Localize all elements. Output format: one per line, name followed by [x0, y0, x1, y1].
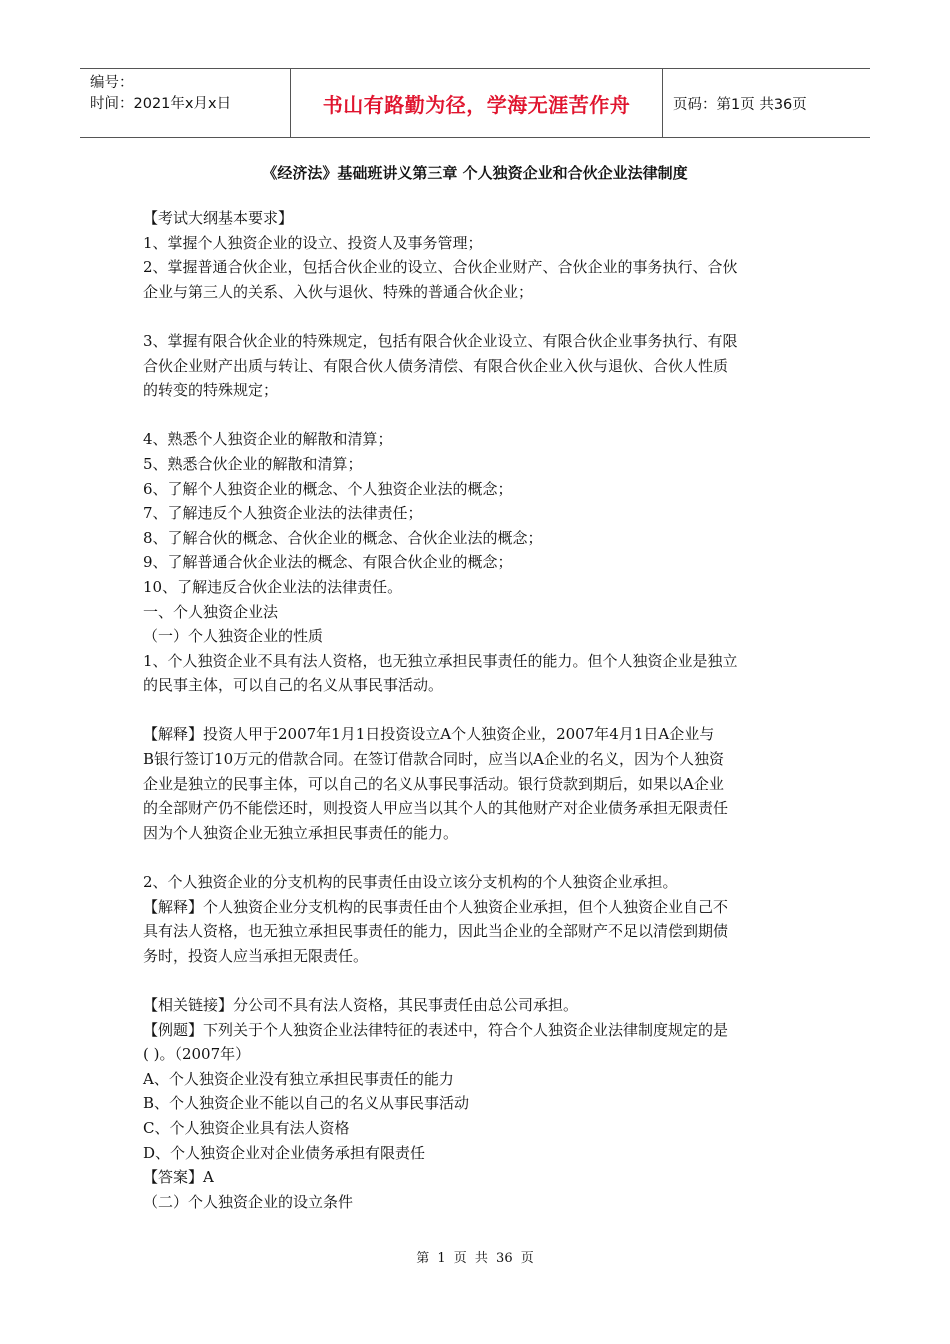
- document-body: [143, 206, 808, 1214]
- body-line: 10、了解违反合伙企业法的法律责任。: [143, 577, 403, 596]
- body-line: A、个人独资企业没有独立承担民事责任的能力: [143, 1069, 454, 1088]
- motto-text: 书山有路勤为径，学海无涯苦作舟: [322, 92, 631, 117]
- body-line: 具有法人资格，也无独立承担民事责任的能力，因此当企业的全部财产不足以清偿到期债: [143, 922, 729, 941]
- body-line: B、个人独资企业不能以自己的名义从事民事活动: [143, 1094, 470, 1113]
- body-line: 一、个人独资企业法: [143, 602, 279, 621]
- blank-line: [143, 845, 808, 870]
- page-info-text: 页码：第1页 共36页: [673, 96, 807, 113]
- body-line: 【解释】个人独资企业分支机构的民事责任由个人独资企业承担，但个人独资企业自己不: [143, 897, 729, 916]
- body-line: 1、掌握个人独资企业的设立、投资人及事务管理；: [143, 233, 483, 252]
- body-line: 的转变的特殊规定；: [143, 381, 279, 400]
- body-line: 1、个人独资企业不具有法人资格，也无独立承担民事责任的能力。但个人独资企业是独立: [143, 651, 738, 670]
- body-line: （一）个人独资企业的性质: [143, 627, 324, 646]
- page-footer: 第 1 页 共 36 页: [416, 1251, 534, 1266]
- page-header: [80, 68, 870, 138]
- body-line: 2、掌握普通合伙企业，包括合伙企业的设立、合伙企业财产、合伙企业的事务执行、合伙: [143, 258, 738, 277]
- body-line: 【解释】投资人甲于2007年1月1日投资设立A个人独资企业，2007年4月1日A企业与: [143, 725, 715, 744]
- header-meta: [80, 69, 290, 137]
- body-line: 3、掌握有限合伙企业的特殊规定，包括有限合伙企业设立、有限合伙企业事务执行、有限: [143, 331, 738, 350]
- body-line: 务时，投资人应当承担无限责任。: [143, 946, 369, 965]
- body-line: ( )。（2007年）: [143, 1045, 251, 1064]
- body-line: 企业是独立的民事主体，可以自己的名义从事民事活动。银行贷款到期后，如果以A企业: [143, 774, 724, 793]
- body-line: 的民事主体，可以自己的名义从事民事活动。: [143, 676, 444, 695]
- body-line: 9、了解普通合伙企业法的概念、有限合伙企业的概念；: [143, 553, 513, 572]
- body-line: 合伙企业财产出质与转让、有限合伙人债务清偿、有限合伙企业入伙与退伙、合伙人性质: [143, 356, 729, 375]
- body-line: 【答案】A: [143, 1168, 214, 1187]
- header-page-info: [663, 69, 870, 137]
- header-motto-cell: [290, 69, 663, 137]
- body-line: 8、了解合伙的概念、合伙企业的概念、合伙企业法的概念；: [143, 528, 543, 547]
- blank-line: [143, 968, 808, 993]
- time-label: 时间：2021年x月x日: [90, 96, 232, 112]
- body-line: C、个人独资企业具有法人资格: [143, 1118, 350, 1137]
- body-line: 因为个人独资企业无独立承担民事责任的能力。: [143, 823, 459, 842]
- body-line: D、个人独资企业对企业债务承担有限责任: [143, 1143, 426, 1162]
- body-line: 的全部财产仍不能偿还时，则投资人甲应当以其个人的其他财产对企业债务承担无限责任: [143, 799, 729, 818]
- body-line: 【相关链接】分公司不具有法人资格，其民事责任由总公司承担。: [143, 996, 579, 1014]
- body-line: 4、熟悉个人独资企业的解散和清算；: [143, 430, 393, 449]
- body-line: 企业与第三人的关系、入伙与退伙、特殊的普通合伙企业；: [143, 282, 534, 301]
- body-line: 7、了解违反个人独资企业法的法律责任；: [143, 504, 423, 523]
- body-line: B银行签订10万元的借款合同。在签订借款合同时，应当以A企业的名义，因为个人独资: [143, 750, 724, 769]
- body-line: 5、熟悉合伙企业的解散和清算；: [143, 454, 363, 473]
- document-title: 《经济法》基础班讲义第三章 个人独资企业和合伙企业法律制度: [262, 164, 688, 182]
- body-line: （二）个人独资企业的设立条件: [143, 1192, 354, 1211]
- blank-line: [143, 403, 808, 428]
- body-line: 6、了解个人独资企业的概念、个人独资企业法的概念；: [143, 479, 513, 498]
- blank-line: [143, 304, 808, 329]
- body-line: 【考试大纲基本要求】: [143, 209, 294, 227]
- body-line: 2、个人独资企业的分支机构的民事责任由设立该分支机构的个人独资企业承担。: [143, 873, 678, 892]
- code-label: 编号：: [90, 75, 134, 91]
- body-line: 【例题】下列关于个人独资企业法律特征的表述中，符合个人独资企业法律制度规定的是: [143, 1020, 729, 1039]
- blank-line: [143, 698, 808, 723]
